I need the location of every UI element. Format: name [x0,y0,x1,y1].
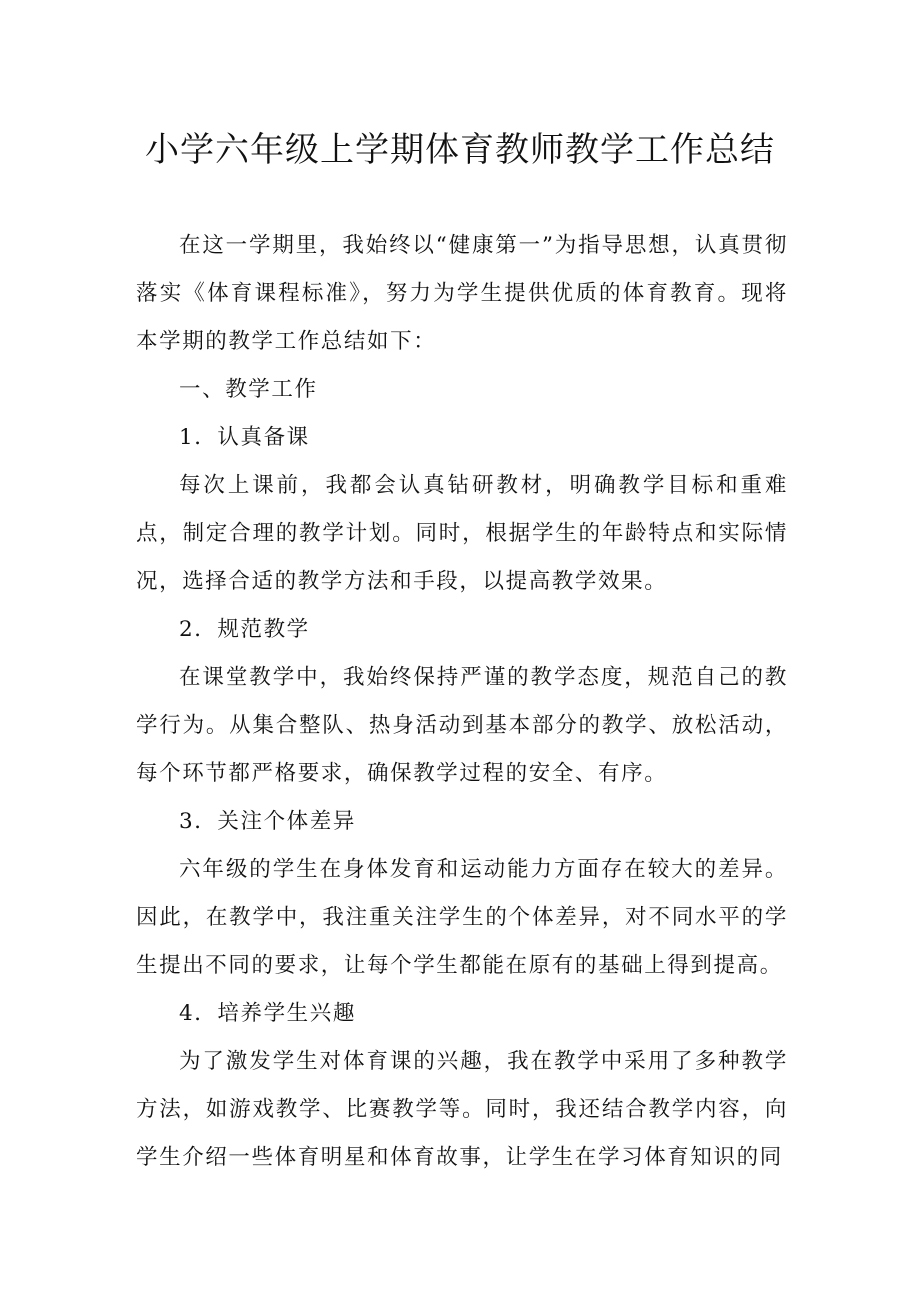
item-paragraph-4: 为了激发学生对体育课的兴趣，我在教学中采用了多种教学方法，如游戏教学、比赛教学等。同时，我还结合教学内容，向学生介绍一些体育明星和体育故事，让学生在学习体育知识的同 [136,1049,788,1170]
item-heading-4: 4．培养学生兴趣 [179,1001,356,1026]
document-title: 小学六年级上学期体育教师教学工作总结 [145,130,775,170]
document-body [136,222,788,1182]
item-heading-3: 3．关注个体差异 [179,809,356,834]
section-heading-teaching: 一、教学工作 [179,377,318,402]
item-paragraph-3: 六年级的学生在身体发育和运动能力方面存在较大的差异。因此，在教学中，我注重关注学生的个体差异，对不同水平的学生提出不同的要求，让每个学生都能在原有的基础上得到提高。 [136,857,788,978]
item-paragraph-2: 在课堂教学中，我始终保持严谨的教学态度，规范自己的教学行为。从集合整队、热身活动到基本部分的教学、放松活动，每个环节都严格要求，确保教学过程的安全、有序。 [136,665,788,786]
item-heading-1: 1．认真备课 [179,425,310,450]
item-heading-2: 2．规范教学 [179,617,310,642]
item-paragraph-1: 每次上课前，我都会认真钻研教材，明确教学目标和重难点，制定合理的教学计划。同时，根据学生的年龄特点和实际情况，选择合适的教学方法和手段，以提高教学效果。 [136,473,788,594]
intro-paragraph: 在这一学期里，我始终以“健康第一”为指导思想，认真贯彻落实《体育课程标准》，努力为学生提供优质的体育教育。现将本学期的教学工作总结如下： [136,233,788,354]
